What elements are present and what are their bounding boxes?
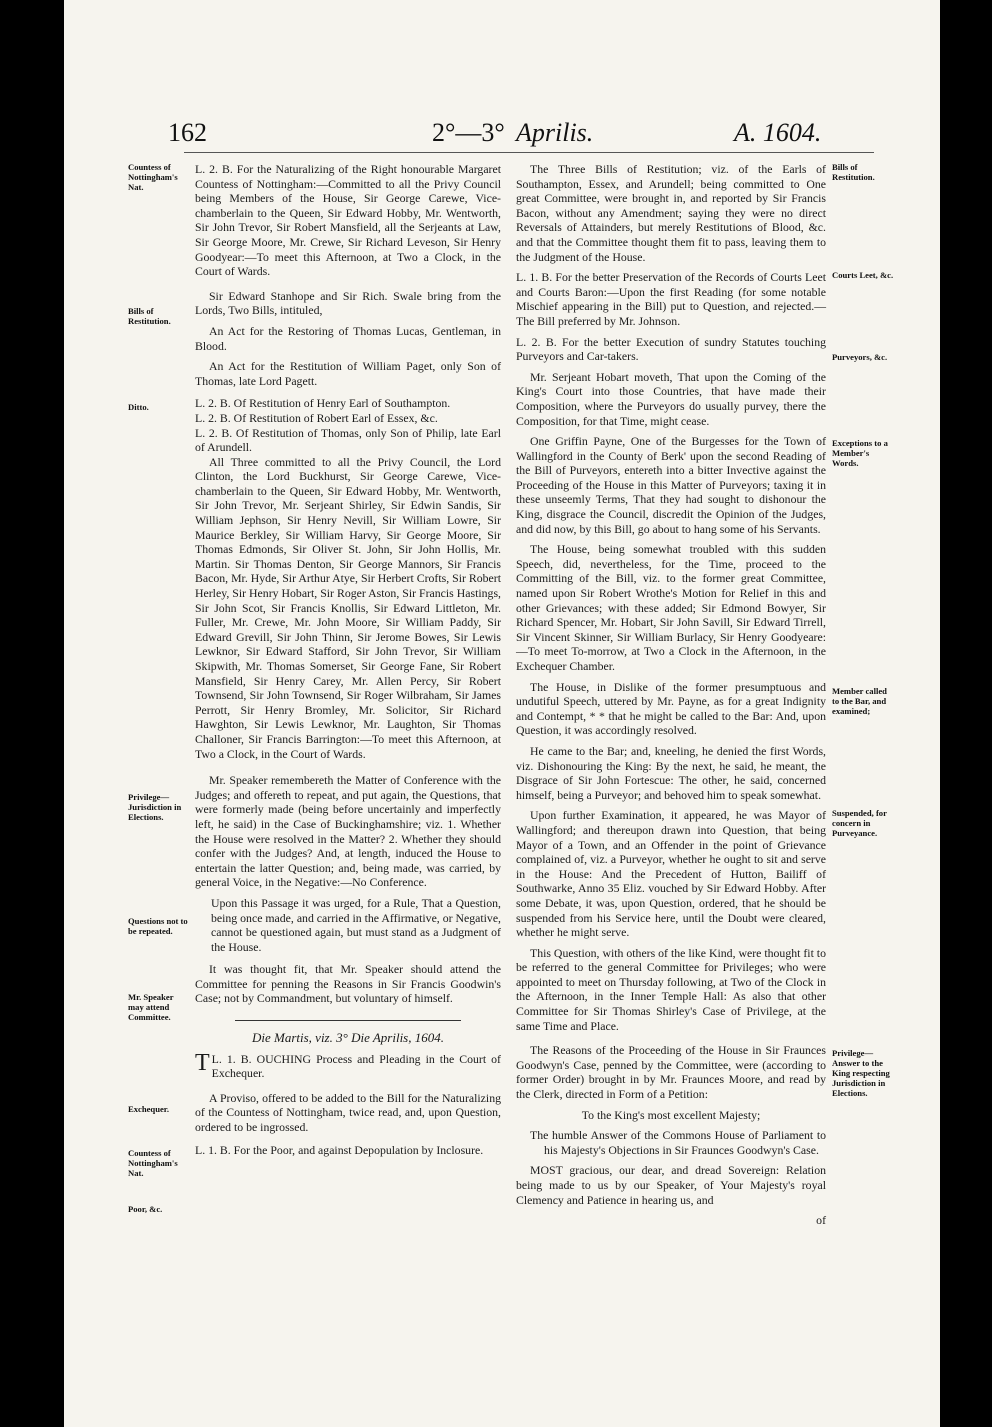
paragraph: An Act for the Restitution of William Paget, only Son of Thomas, late Lord Pagett. bbox=[195, 359, 501, 388]
paragraph: Upon this Passage it was urged, for a Rule, That a Question, being once made, and carried in the Affirmative, or Negative, cannot be questioned again, but must stand as a Judgment of the House. bbox=[211, 895, 502, 954]
paragraph: A Proviso, offered to be added to the Bill for the Naturalizing of the Countess of Nottingham, twice read, and, upon Question, ordered to be ingrossed. bbox=[195, 1090, 501, 1135]
margin-note: Poor, &c. bbox=[128, 1204, 163, 1214]
header-date-range: 2°—3° bbox=[432, 118, 505, 147]
margin-note: Bills of Restitution. bbox=[832, 162, 875, 182]
page-header bbox=[64, 118, 940, 152]
paragraph: It was thought fit, that Mr. Speaker should attend the Committee for penning the Reasons in Sir Francis Goodwin's Case; not by Commandment, but voluntary of himself. bbox=[195, 962, 501, 1006]
paragraph: This Question, with others of the like Kind, were thought fit to be referred to the general Committee for Privileges; who were appointed to meet on Thursday following, at Two of the Clock in the Afternoon, in the Inner Temple Hall: As also that other Committee for Sir Thomas Shirley's Case of Privilege, at the same Time and Place. bbox=[516, 945, 826, 1033]
paragraph: L. 2. B. For the Naturalizing of the Right honourable Margaret Countess of Nottingham:—Committed to all the Privy Council being Members of the House, Sir George Carewe, Vice-chamberlain to the Queen, Sir Edward Hobby, Mr. Wentworth, Sir John Trevor, Sir Robert Mansfield, all the Serjeants at Law, Sir George Moore, Mr. Crewe, Sir Richard Leveson, Sir Henry Goodyear:—To meet this Afternoon, at Two a Clock, in the Court of Wards. bbox=[195, 162, 501, 279]
margin-note: Exchequer. bbox=[128, 1104, 169, 1114]
paragraph: Upon further Examination, it appeared, he was Mayor of Wallingford; and thereupon drawn into Question, that being Mayor of a Town, and an Offender in the point of Grievance complained of, viz. a Purveyor, whether he ought to sit and serve in the House: And the Precedent of Hutton, Bailiff of Southwarke, Anno 35 Eliz. vouched by Sir Edward Hobby. After some Debate, it was, upon Question, ordered, that he should be suspended from his Service here, until the Doubt were cleared, whether he might serve. bbox=[516, 808, 826, 940]
margin-note: Privilege—Jurisdiction in Elections. bbox=[128, 792, 182, 822]
paragraph: MOST gracious, our dear, and dread Sovereign: Relation being made to us by our Speaker, of Your Majesty's royal Clemency and Patience in hearing us, and bbox=[516, 1163, 826, 1207]
paragraph-text: OUCHING Process and Pleading in the Court of Exchequer. bbox=[211, 1051, 501, 1081]
date-heading: Die Martis, viz. 3° Die Aprilis, 1604. bbox=[251, 1030, 444, 1046]
margin-note: Courts Leet, &c. bbox=[832, 270, 894, 280]
paragraph: L. 2. B. Of Restitution of Henry Earl of Southampton. bbox=[195, 396, 451, 411]
paragraph: L. 1. B. For the Poor, and against Depopulation by Inclosure. bbox=[195, 1142, 484, 1157]
paragraph: The House, being somewhat troubled with this sudden Speech, did, nevertheless, for the Time, proceed to the Committing of the Bill, viz. to the former great Committee, named upon Sir Robert Wrothe's Motion for Relief in this and other Grievances; with these added; Sir Edmond Bowyer, Sir Richard Spencer, Mr. Hobart, Sir John Savill, Sir Edward Tirrell, Sir Vincent Skinner, Sir William Burlacy, Sir Henry Goodyeare:—To meet To-morrow, at Two a Clock in the Afternoon, in the Exchequer Chamber. bbox=[516, 542, 826, 673]
paragraph: The Three Bills of Restitution; viz. of the Earls of Southampton, Essex, and Arundell; being committed to One great Committee, were brought in, and reported by Sir Francis Bacon, without any Amendment; saying they were no direct Reversals of Attainders, but merely Restitutions of Blood, &c. and that the Committee thought them fit to pass, leaving them to the Judgment of the House. bbox=[516, 162, 826, 264]
paragraph: The House, in Dislike of the former presumptuous and undutiful Speech, uttered by Mr. Payne, as for a great Indignity and Contempt, * * that he might be called to the Bar: And, upon Question, it was accordingly resolved. bbox=[516, 679, 826, 738]
margin-note: Bills of Restitution. bbox=[128, 306, 171, 326]
header-month: Aprilis. bbox=[516, 118, 594, 147]
paragraph: An Act for the Restoring of Thomas Lucas, Gentleman, in Blood. bbox=[195, 323, 501, 353]
paragraph: All Three committed to all the Privy Council, the Lord Clinton, the Lord Buckhurst, Sir George Carewe, Vice-chamberlain to the Queen, Sir Edward Hobby, Mr. Wentworth, Sir John Trevor, Mr. Serjeant Shirley, Sir Edwin Sandis, Sir William Jephson, Sir Henry Nevill, Sir William Lowre, Sir Maurice Berkley, Sir William Harvy, Sir George Moore, Sir Thomas Edmonds, Sir Oliver St. John, Sir John Hollis, Mr. Martin. Sir Thomas Denton, Sir George Mannors, Sir Francis Bacon, Mr. Hyde, Sir Arthur Atye, Sir Herbert Crofts, Sir Robert Herley, Sir Henry Hobart, Sir Roger Aston, Sir Francis Hastings, Sir John Scot, Sir Francis Knollis, Sir Edward Littleton, Mr. Fuller, Mr. Crewe, Mr. John Moore, Sir William Paddy, Sir Edward Grevill, Sir John Thinn, Sir Jerome Bowes, Sir Lewis Lewknor, Sir Edward Stafford, Sir John Trevor, Sir William Skipwith, Mr. Thomas Somerset, Sir George Fane, Sir Robert Mansfield, Sir Henry Carey, Mr. Allen Percy, Sir Robert Townsend, Sir John Townsend, Sir Roger Wilbraham, Sir James Perrott, Sir Henry Bromley, Mr. Solicitor, Sir Richard Hawghton, Sir Lewis Lewknor, Mr. Laughton, Sir Thomas Challoner, Sir Francis Barrington:—To meet this Afternoon, at Two a Clock, in the Court of Wards. bbox=[195, 454, 501, 761]
paragraph: Sir Edward Stanhope and Sir Rich. Swale bring from the Lords, Two Bills, intituled, bbox=[195, 288, 501, 318]
journal-page bbox=[64, 0, 940, 1427]
header-year: A. 1604. bbox=[734, 118, 822, 147]
page-number: 162 bbox=[168, 118, 207, 147]
bill-reading-label: L. 1. B. bbox=[211, 1051, 252, 1066]
paragraph: Mr. Serjeant Hobart moveth, That upon the Coming of the King's Court into those Countries, that have made their Composition, where the Purveyors do usually purvey, there the Composition, for that Time, might cease. bbox=[516, 369, 826, 428]
margin-note: Purveyors, &c. bbox=[832, 352, 888, 362]
margin-note: Exceptions to a Member's Words. bbox=[832, 438, 888, 468]
paragraph: L. 2. B. For the better Execution of sundry Statutes touching Purveyors and Car-takers. bbox=[516, 334, 826, 364]
margin-note: Mr. Speaker may attend Committee. bbox=[128, 992, 174, 1022]
right-column bbox=[516, 162, 826, 1228]
drop-cap: T bbox=[195, 1049, 210, 1076]
petition-address: To the King's most excellent Majesty; bbox=[581, 1107, 761, 1122]
paragraph: L. 1. B. For the better Preservation of the Records of Courts Leet and Courts Baron:—Upon the first Reading (for some notable Mischief appearing in the Bill) put to Question, and rejected.—The Bill preferred by Mr. Johnson. bbox=[516, 270, 826, 328]
left-column bbox=[195, 162, 501, 1163]
petition-title: The humble Answer of the Commons House of Parliament to his Majesty's Objections in Sir Fraunces Goodwyn's Case. bbox=[530, 1128, 826, 1157]
section-divider bbox=[235, 1020, 461, 1021]
paragraph bbox=[195, 1049, 501, 1081]
margin-note: Member called to the Bar, and examined; bbox=[832, 686, 887, 716]
paragraph: Mr. Speaker remembereth the Matter of Conference with the Judges; and offereth to repeat, and put again, the Questions, that were formerly made (being before uncertainly and imperfectly left, he said) in the Case of Buckinghamshire; viz. 1. Whether the House were resolved in the Matter? 2. Whether they should confer with the Judges? And, at length, induced the House to entertain the latter Question; and, being made, was carried, by general Voice, in the Negative:—No Conference. bbox=[195, 773, 501, 890]
paragraph: L. 2. B. Of Restitution of Robert Earl of Essex, &c. bbox=[195, 410, 438, 425]
margin-note: Countess of Nottingham's Nat. bbox=[128, 162, 178, 192]
catchword: of bbox=[816, 1213, 826, 1228]
header-rule bbox=[184, 152, 874, 153]
margin-note: Privilege—Answer to the King respecting Jurisdiction in Elections. bbox=[832, 1048, 890, 1098]
paragraph: He came to the Bar; and, kneeling, he denied the first Words, viz. Dishonouring the King: By the next, he said, he meant, the Disgrace of Sir John Fortescue: The other, he said, concerned himself, being a Purveyor; and behoved him to speak somewhat. bbox=[516, 743, 826, 802]
margin-note: Suspended, for concern in Purveyance. bbox=[832, 808, 887, 838]
margin-note: Countess of Nottingham's Nat. bbox=[128, 1148, 178, 1178]
paragraph: L. 2. B. Of Restitution of Thomas, only Son of Philip, late Earl of Arundell. bbox=[195, 425, 501, 455]
margin-note: Questions not to be repeated. bbox=[128, 916, 188, 936]
paragraph: One Griffin Payne, One of the Burgesses for the Town of Wallingford in the County of Berk' upon the second Reading of the Bill of Purveyors, entereth into a bitter Invective against the Proceeding of the House in this Matter of Purveyors; taxing it in these unseemly Terms, That they had sought to dishonour the King, disgrace the Council, discredit the Opinion of the Judges, and did now, by this Bill, go about to hang some of his Servants. bbox=[516, 434, 826, 536]
margin-note: Ditto. bbox=[128, 402, 149, 412]
paragraph: The Reasons of the Proceeding of the House in Sir Fraunces Goodwyn's Case, penned by the Committee, were (according to former Order) brought in by Mr. Fraunces Moore, and read by the Clerk, directed in Form of a Petition: bbox=[516, 1043, 826, 1102]
